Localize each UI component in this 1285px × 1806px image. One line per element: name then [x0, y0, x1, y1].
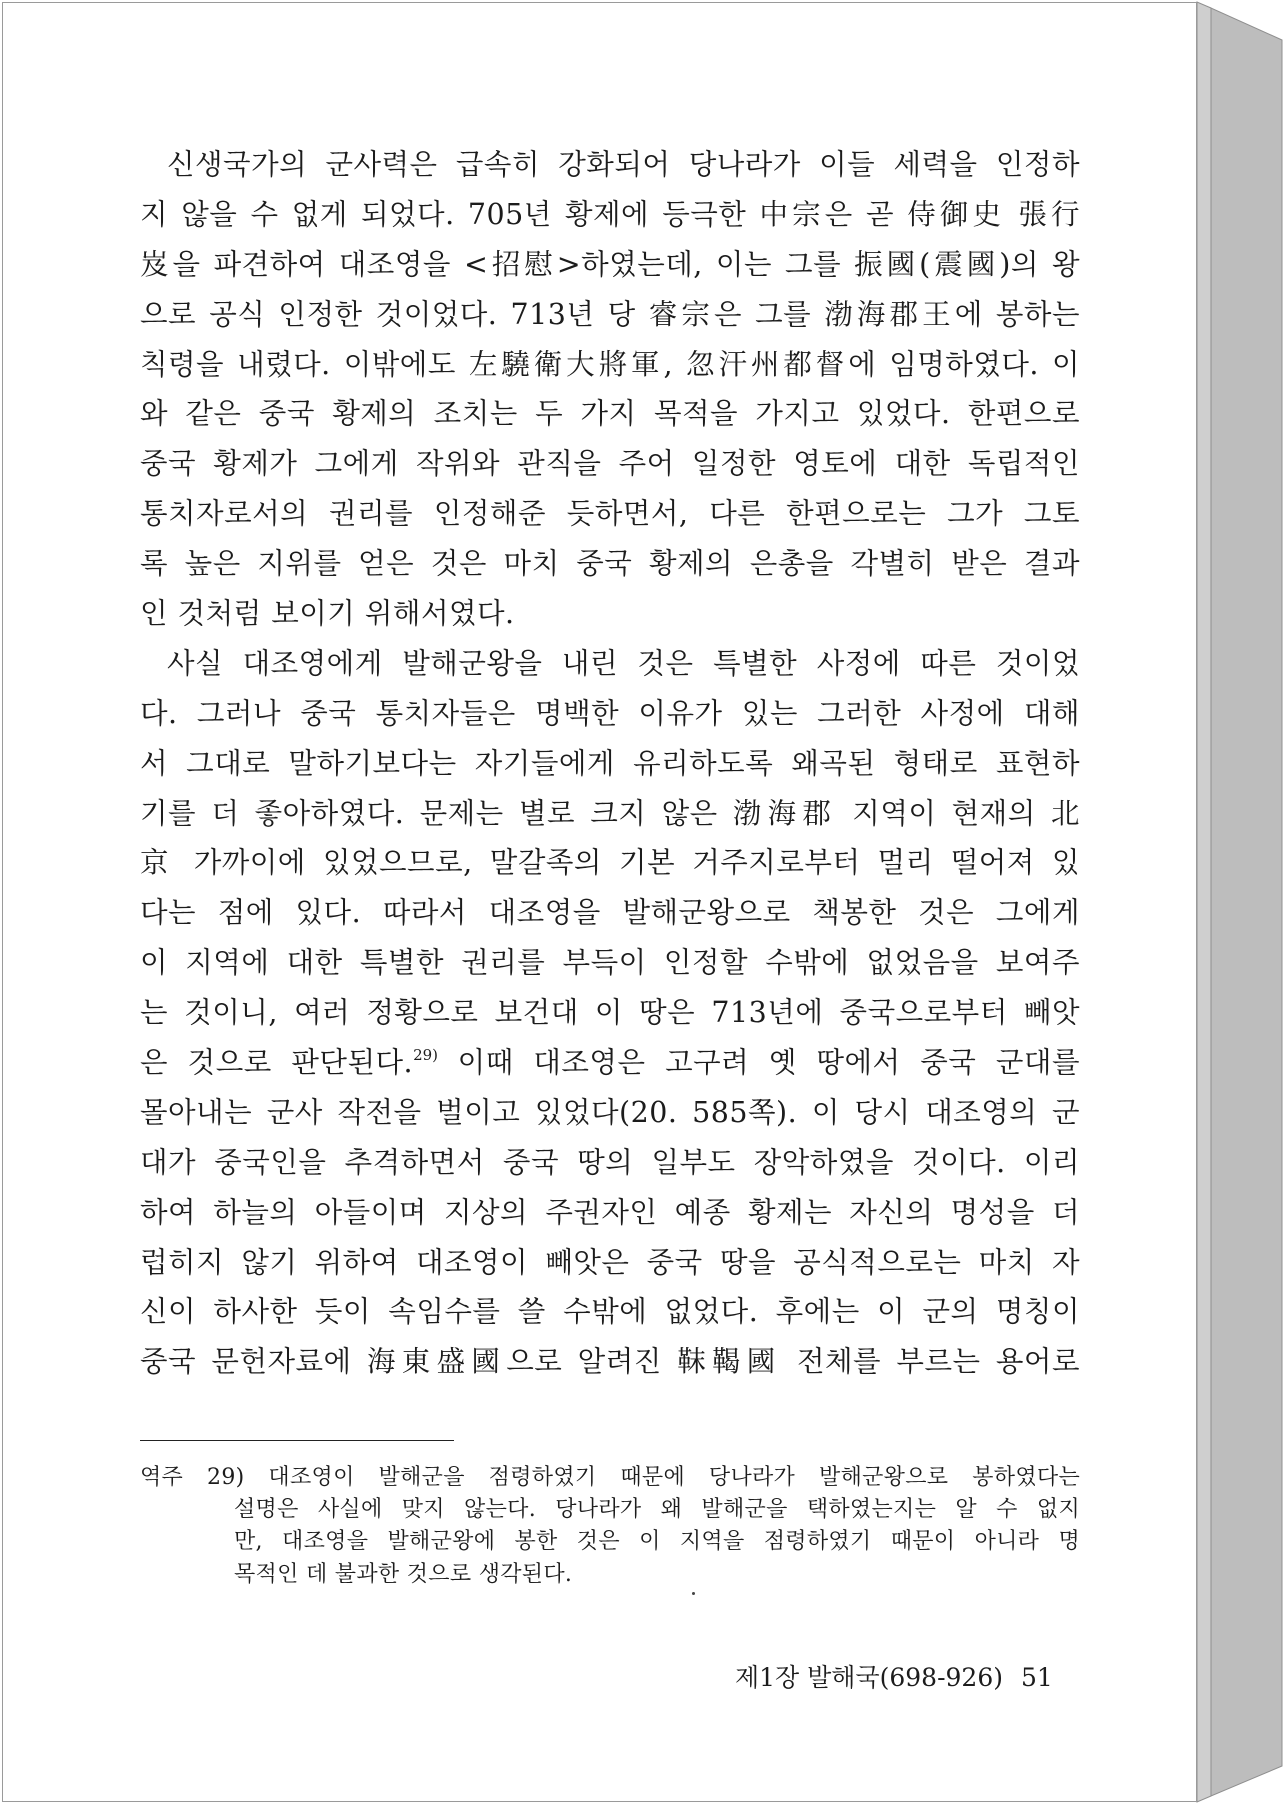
text-line: 岌을 파견하여 대조영을 <招慰>하였는데, 이는 그를 振國(震國)의 왕: [140, 247, 1080, 281]
footnote-marker[interactable]: 29): [413, 1046, 439, 1065]
footnote-line: 목적인 데 불과한 것으로 생각된다.: [234, 1561, 573, 1587]
text-line: 京 가까이에 있었으므로, 말갈족의 기본 거주지로부터 멀리 떨어져 있: [140, 846, 1080, 880]
text-line: 럽히지 않기 위하여 대조영이 빼앗은 중국 땅을 공식적으로는 마치 자: [140, 1245, 1080, 1279]
print-speck: [692, 1592, 695, 1595]
running-footer: [735, 1658, 1053, 1694]
footnote-label: 역주 29): [140, 1465, 245, 1490]
text-line: 하여 하늘의 아들이며 지상의 주권자인 예종 황제는 자신의 명성을 더: [140, 1195, 1080, 1229]
text-segment: 이때 대조영은 고구려 옛 땅에서 중국 군대를: [438, 1046, 1080, 1080]
text-line: 서 그대로 말하기보다는 자기들에게 유리하도록 왜곡된 형태로 표현하: [140, 746, 1080, 780]
footnote-line: 만, 대조영을 발해군왕에 봉한 것은 이 지역을 점령하였기 때문이 아니라 명: [234, 1529, 1080, 1555]
paragraph-1: [140, 140, 1080, 639]
text-line: 이 지역에 대한 특별한 권리를 부득이 인정할 수밖에 없었음을 보여주: [140, 946, 1080, 980]
text-line: 다. 그러나 중국 통치자들은 명백한 이유가 있는 그러한 사정에 대해: [140, 696, 1080, 730]
text-line-with-footnote-ref: [140, 1038, 1080, 1088]
text-line: 통치자로서의 권리를 인정해준 듯하면서, 다른 한편으로는 그가 그토: [140, 497, 1080, 531]
text-line: 기를 더 좋아하였다. 문제는 별로 크지 않은 渤海郡 지역이 현재의 北: [140, 796, 1080, 830]
text-segment: 은 것으로 판단된다.: [140, 1046, 414, 1080]
body-text: [140, 140, 1080, 1387]
text-line: 중국 문헌자료에 海東盛國으로 알려진 靺鞨國 전체를 부르는 용어로: [140, 1345, 1080, 1379]
page-number: 51: [1021, 1663, 1053, 1692]
text-line: 대가 중국인을 추격하면서 중국 땅의 일부도 장악하였을 것이다. 이리: [140, 1145, 1080, 1179]
text-line: 신이 하사한 듯이 속임수를 쓸 수밖에 없었다. 후에는 이 군의 명칭이: [140, 1295, 1080, 1329]
footnote: [140, 1462, 1080, 1591]
text-line: 몰아내는 군사 작전을 벌이고 있었다(20. 585쪽). 이 당시 대조영의 군: [140, 1095, 1080, 1129]
text-line: 와 같은 중국 황제의 조치는 두 가지 목적을 가지고 있었다. 한편으로: [140, 397, 1080, 431]
footnote-text: 대조영이 발해군을 점령하였기 때문에 당나라가 발해군왕으로 봉하였다는: [268, 1465, 1081, 1490]
text-line: 지 않을 수 없게 되었다. 705년 황제에 등극한 中宗은 곧 侍御史 張行: [140, 197, 1080, 231]
footnote-divider: [140, 1440, 454, 1441]
text-line: 칙령을 내렸다. 이밖에도 左驍衛大將軍, 忽汗州都督에 임명하였다. 이: [140, 347, 1080, 381]
text-line: 사실 대조영에게 발해군왕을 내린 것은 특별한 사정에 따른 것이었: [167, 646, 1080, 680]
text-line: 인 것처럼 보이기 위해서였다.: [140, 597, 515, 631]
text-line: 중국 황제가 그에게 작위와 관직을 주어 일정한 영토에 대한 독립적인: [140, 447, 1080, 481]
footnote-line: 설명은 사실에 맞지 않는다. 당나라가 왜 발해군을 택하였는지는 알 수 없지: [234, 1497, 1080, 1523]
text-line: 다는 점에 있다. 따라서 대조영을 발해군왕으로 책봉한 것은 그에게: [140, 896, 1080, 930]
running-title: 제1장 발해국(698-926): [735, 1663, 1003, 1692]
text-line: 록 높은 지위를 얻은 것은 마치 중국 황제의 은총을 각별히 받은 결과: [140, 547, 1080, 581]
text-line: 으로 공식 인정한 것이었다. 713년 당 睿宗은 그를 渤海郡王에 봉하는: [140, 297, 1080, 331]
footnote-line: [140, 1462, 1080, 1494]
paragraph-2: [140, 639, 1080, 1387]
text-line: 는 것이니, 여러 정황으로 보건대 이 땅은 713년에 중국으로부터 빼앗: [140, 996, 1080, 1030]
text-line: 신생국가의 군사력은 급속히 강화되어 당나라가 이들 세력을 인정하: [167, 148, 1080, 181]
